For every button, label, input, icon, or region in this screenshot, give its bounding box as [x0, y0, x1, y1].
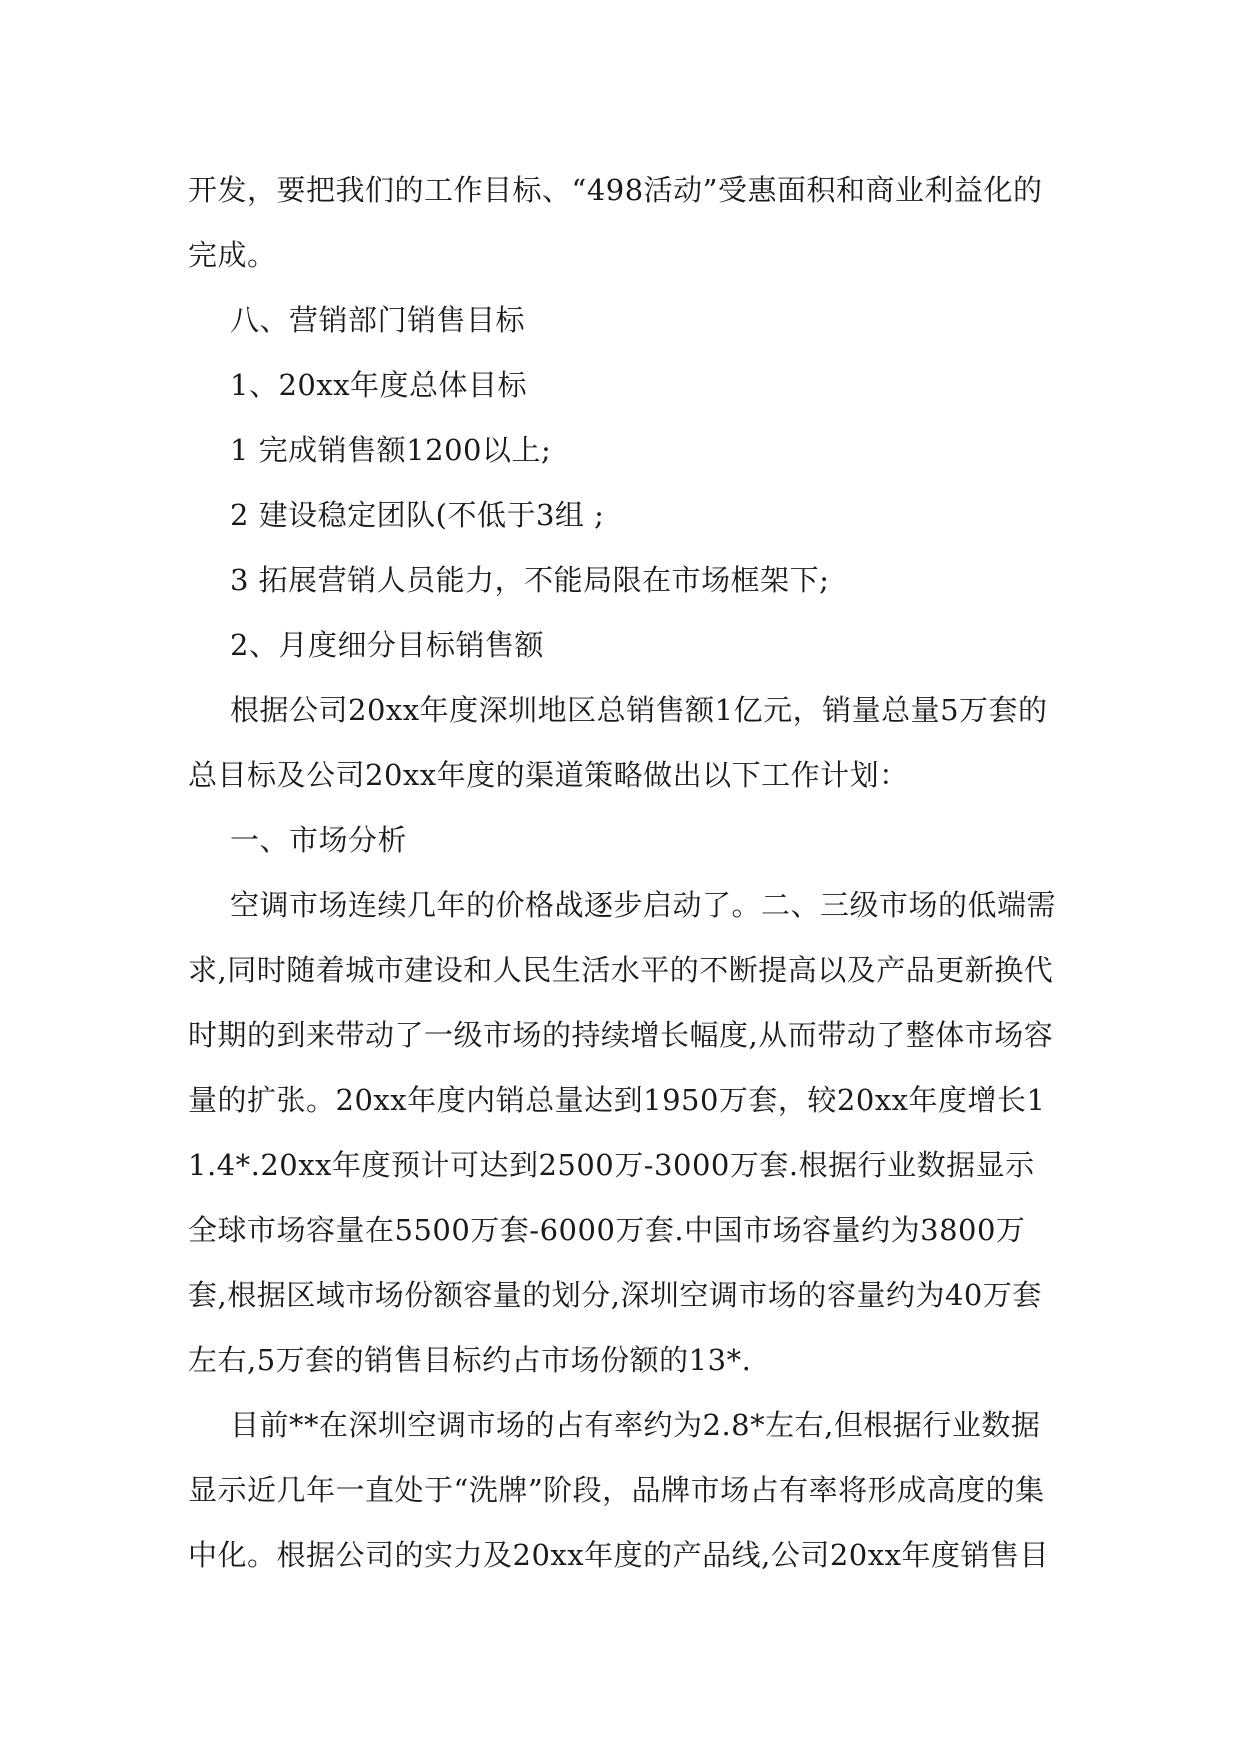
- paragraph-continuation: 开发，要把我们的工作目标、“498活动”受惠面积和商业利益化的完成。: [188, 173, 1043, 272]
- document-body: [188, 158, 1058, 1588]
- paragraph-market-share: 目前**在深圳空调市场的占有率约为2.8*左右,但根据行业数据显示近几年一直处于“洗牌”阶段，品牌市场占有率将形成高度的集中化。根据公司的实力及20xx年度的产品线,公司20xx年度销售目: [188, 1408, 1049, 1572]
- list-item: 1 完成销售额1200以上;: [230, 433, 552, 467]
- subheading-annual-targets: 1、20xx年度总体目标: [230, 368, 528, 402]
- heading-sales-targets: 八、营销部门销售目标: [230, 303, 526, 337]
- paragraph-plan: 根据公司20xx年度深圳地区总销售额1亿元，销量总量5万套的总目标及公司20xx年度的渠道策略做出以下工作计划：: [188, 693, 1048, 792]
- list-item: 3 拓展营销人员能力，不能局限在市场框架下;: [230, 563, 830, 597]
- subheading-monthly-targets: 2、月度细分目标销售额: [230, 628, 544, 662]
- heading-market-analysis: 一、市场分析: [230, 823, 408, 857]
- list-item: 2 建设稳定团队(不低于3组 ;: [230, 498, 605, 532]
- paragraph-market-analysis: 空调市场连续几年的价格战逐步启动了。二、三级市场的低端需求,同时随着城市建设和人民生活水平的不断提高以及产品更新换代时期的到来带动了一级市场的持续增长幅度,从而带动了整体市场容量的扩张。20xx年度内销总量达到1950万套，较20xx年度增长11.4*.20xx年度预计可达到2500万-3000万套.根据行业数据显示全球市场容量在5500万套-6000万套.中国市场容量约为3800万套,根据区域市场份额容量的划分,深圳空调市场的容量约为40万套左右,5万套的销售目标约占市场份额的13*.: [188, 888, 1057, 1377]
